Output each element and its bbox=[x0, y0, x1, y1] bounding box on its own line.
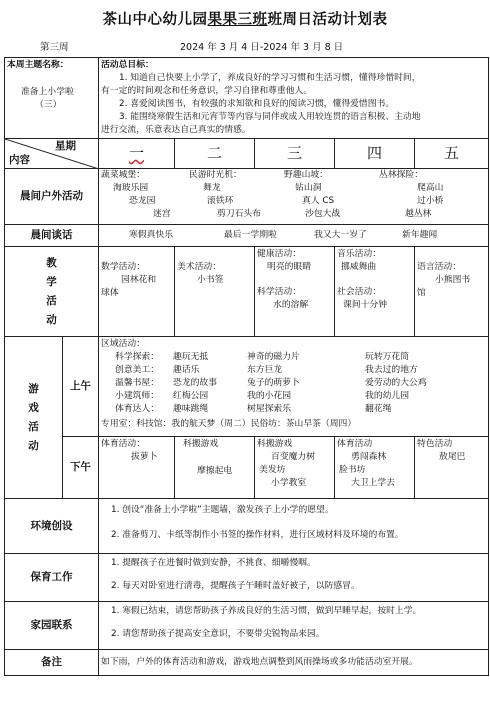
teaching-tuesday: 美术活动： 小书签 bbox=[175, 247, 255, 337]
talk-item: 最后一学期啦 bbox=[224, 230, 277, 240]
goal-line: 有一定的时间观念和任务意识，学习自律和尊重他人。 bbox=[101, 86, 313, 96]
weekday-bottom-label: 内容 bbox=[9, 154, 30, 166]
talk-label: 晨间谈话 bbox=[5, 225, 99, 247]
outdoor-zone: 丛林探险： bbox=[379, 170, 424, 180]
notes-label: 备注 bbox=[5, 650, 99, 676]
weekday-row bbox=[5, 139, 489, 169]
area-row: 科学探索： 趣玩无抵 神奇的磁力片 玩转万花筒 bbox=[115, 352, 410, 362]
day-monday: 一 bbox=[99, 139, 175, 169]
talk-item: 寒假真快乐 bbox=[129, 230, 174, 240]
outdoor-item: 淘玻乐园 bbox=[113, 183, 149, 193]
outdoor-zone: 蔬菜城堡： bbox=[101, 170, 146, 180]
pm-wednesday: 科搬游戏 百变魔力树 美发坊 小学教室 bbox=[255, 437, 335, 499]
goal-line: 1. 知道自己快要上小学了，养成良好的学习习惯和生活习惯，懂得珍惜时间， bbox=[119, 73, 421, 83]
family-row bbox=[5, 602, 489, 650]
outdoor-zone: 民游时光机： bbox=[189, 170, 242, 180]
outdoor-item: 越丛林 bbox=[405, 209, 432, 219]
teaching-monday: 数学活动： 园林花和 球体 bbox=[99, 247, 175, 337]
games-pm-row bbox=[5, 437, 489, 499]
care-item: 1. 提醒孩子在进餐时做到安静，不挑食、细嚼慢咽。 bbox=[111, 558, 316, 568]
page-title bbox=[0, 8, 490, 29]
outdoor-item: 爬高山 bbox=[417, 183, 444, 193]
outdoor-zone: 野趣山坡： bbox=[284, 170, 329, 180]
area-row: 温馨书屋： 恐龙的故事 兔子的萌萝卜 爱劳动的大公鸡 bbox=[115, 378, 427, 388]
outdoor-item: 迷宫 bbox=[153, 209, 171, 219]
family-item: 2. 请您帮助孩子提高安全意识，不要带尖锐物品来园。 bbox=[111, 629, 325, 639]
weekday-top-label: 星期 bbox=[55, 140, 77, 152]
teaching-wednesday: 健康活动： 明亮的眼睛 科学活动： 水的溶解 bbox=[255, 247, 335, 337]
outdoor-row bbox=[5, 169, 489, 225]
goals-cell bbox=[99, 58, 489, 139]
goal-line: 3. 能围绕寒假生活和元宵节等内容与同伴或成人用较连贯的语言积极、主动地 bbox=[119, 112, 421, 122]
outdoor-item: 沙包大战 bbox=[305, 209, 341, 219]
outdoor-label: 晨间户外活动 bbox=[5, 169, 99, 225]
care-cell bbox=[99, 554, 489, 602]
outdoor-item: 舞龙 bbox=[203, 183, 221, 193]
outdoor-item: 钻山洞 bbox=[295, 183, 322, 193]
theme-sub: （三） bbox=[35, 100, 62, 110]
area-row: 小建筑师： 红梅公园 我的小花园 我的幼儿园 bbox=[115, 391, 410, 401]
am-label: 上午 bbox=[63, 337, 99, 437]
outdoor-item: 恐龙园 bbox=[129, 196, 156, 206]
outdoor-item: 过小桥 bbox=[417, 196, 444, 206]
special-rooms: 专用室：科技馆：我的航天梦（周二）民俗坊：茶山早茶（周四） bbox=[101, 419, 357, 429]
environment-label: 环境创设 bbox=[5, 499, 99, 554]
area-label: 区域活动： bbox=[101, 339, 146, 349]
day-tuesday: 二 bbox=[175, 139, 255, 169]
pm-thursday: 体育活动 勇闯森林 脸书坊 大卫上学去 bbox=[335, 437, 415, 499]
goal-line: 2. 喜爱阅读图书，有较强的求知欲和良好的阅读习惯，懂得爱惜图书。 bbox=[119, 99, 395, 109]
talk-row bbox=[5, 225, 489, 247]
notes-row bbox=[5, 650, 489, 676]
date-range: 2024 年 3 月 4 日-2024 年 3 月 8 日 bbox=[180, 42, 344, 53]
games-label: 游 戏 活 动 bbox=[5, 337, 63, 499]
plan-table bbox=[4, 57, 488, 697]
environment-item: 2. 准备剪刀、卡纸等制作小书签的操作材料，进行区域材料及环境的布置。 bbox=[111, 530, 404, 540]
talk-item: 新年趣闻 bbox=[402, 230, 438, 240]
pm-monday: 体育活动： 拔萝卜 bbox=[99, 437, 175, 499]
outdoor-cell bbox=[99, 169, 489, 225]
title-suffix: 班周日活动计划表 bbox=[267, 11, 388, 28]
area-row: 创意美工： 趣话乐 东方巨龙 我去过的地方 bbox=[115, 365, 418, 375]
outdoor-item: 真人 CS bbox=[302, 196, 335, 206]
pm-label: 下午 bbox=[63, 437, 99, 499]
talk-cell bbox=[99, 225, 489, 247]
weekday-corner bbox=[5, 139, 99, 169]
teaching-thursday: 音乐活动： 挪威舞曲 社会活动： 课间十分钟 bbox=[335, 247, 415, 337]
day-thursday: 四 bbox=[335, 139, 415, 169]
teaching-row bbox=[5, 247, 489, 337]
family-item: 1. 寒假已结束，请您帮助孩子养成良好的生活习惯，做到早睡早起，按时上学。 bbox=[111, 606, 422, 616]
games-am-row bbox=[5, 337, 489, 437]
care-label: 保育工作 bbox=[5, 554, 99, 602]
goal-line: 进行交流，乐意表达自己真实的情感。 bbox=[101, 125, 251, 135]
areas-cell bbox=[99, 337, 489, 437]
theme-name: 准备上小学啦 bbox=[21, 87, 74, 97]
environment-cell bbox=[99, 499, 489, 554]
teaching-label: 教 学 活 动 bbox=[5, 247, 99, 337]
outdoor-item: 剪刀石头布 bbox=[217, 209, 262, 219]
family-cell bbox=[99, 602, 489, 650]
family-label: 家园联系 bbox=[5, 602, 99, 650]
day-friday: 五 bbox=[415, 139, 489, 169]
talk-item: 我又大一岁了 bbox=[314, 230, 367, 240]
notes-text: 如下雨，户外的体育活动和游戏，游戏地点调整到风雨操场或多功能活动室开展。 bbox=[99, 650, 489, 676]
teaching-friday: 语言活动： 小熊图书 馆 bbox=[415, 247, 489, 337]
area-row: 体育达人： 趣味跳绳 树屋探索乐 翻花绳 bbox=[115, 404, 392, 414]
theme-row bbox=[5, 58, 489, 139]
day-wednesday: 三 bbox=[255, 139, 335, 169]
environment-item: 1. 创设“准备上小学啦”主题墙，激发孩子上小学的愿望。 bbox=[111, 505, 334, 515]
environment-row bbox=[5, 499, 489, 554]
theme-label: 本周主题名称： bbox=[7, 60, 69, 70]
school-name: 茶山中心幼儿园 bbox=[102, 11, 208, 28]
outdoor-item: 滚铁环 bbox=[207, 196, 234, 206]
care-item: 2. 每天对卧室进行清毒，提醒孩子午睡时盖好被子，以防感冒。 bbox=[111, 581, 360, 591]
pm-tuesday: 科搬游戏 摩擦起电 bbox=[175, 437, 255, 499]
goal-label: 活动总目标： bbox=[101, 60, 154, 70]
week-label: 第三周 bbox=[40, 42, 69, 53]
pm-friday: 特色活动 敖尾巴 bbox=[415, 437, 489, 499]
theme-cell bbox=[5, 58, 99, 139]
care-row bbox=[5, 554, 489, 602]
class-name: 果果三班 bbox=[207, 11, 268, 28]
